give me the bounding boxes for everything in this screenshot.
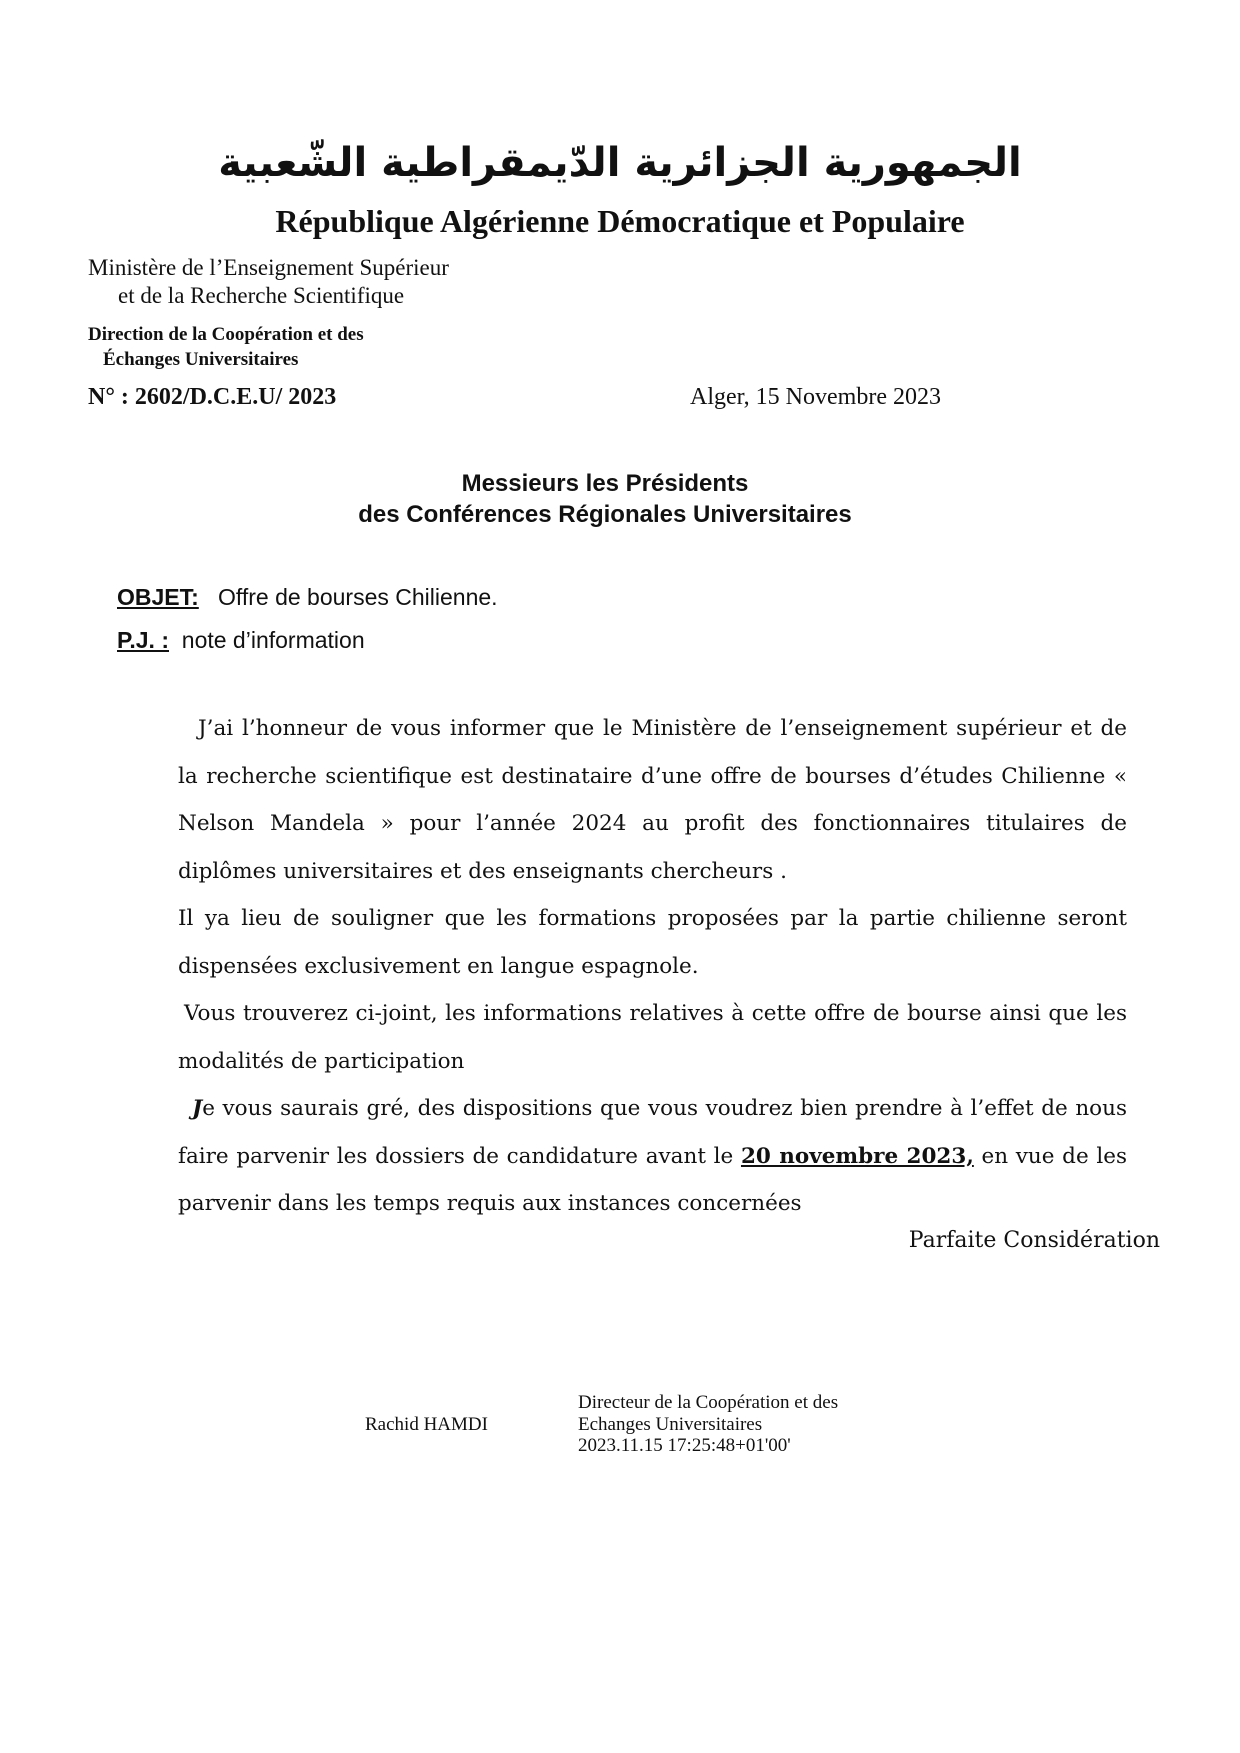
paragraph-4-before: e vous saurais gré, des dispositions que vous voudrez bien prendre à l’effet de nous faire parvenir les dossiers de candidature avant le [178, 1096, 1127, 1169]
ministry-line-1: Ministère de l’Enseignement Supérieur [88, 255, 449, 280]
subject-label: OBJET: [117, 584, 199, 610]
place-date: Alger, 15 Novembre 2023 [690, 384, 941, 410]
closing-salutation: Parfaite Considération [908, 1228, 1160, 1253]
direction-name [88, 322, 364, 372]
body-paragraph-4 [178, 1085, 1127, 1228]
attachment-label: P.J. : [117, 627, 169, 653]
republic-title: République Algérienne Démocratique et Populaire [275, 203, 965, 239]
reference-number: N° : 2602/D.C.E.U/ 2023 [88, 384, 337, 410]
body-paragraph-1: J’ai l’honneur de vous informer que le Ministère de l’enseignement supérieur et de la recherche scientifique est destinataire d’une offre de bourses d’études Chilienne « Nelson Mandela » pour l’année 2024 au profit des fonctionnaires titulaires de diplômes universitaires et des enseignants chercheurs . [178, 716, 1127, 884]
direction-line-2: Échanges Universitaires [103, 349, 299, 370]
arabic-republic-title: الجمهورية الجزائرية الدّيمقراطية الشّعبية [218, 140, 1022, 186]
addressee [0, 468, 1210, 530]
signer-name: Rachid HAMDI [365, 1414, 488, 1435]
body-paragraph-3: Vous trouverez ci-joint, les informations relatives à cette offre de bourse ainsi que les modalités de participation [178, 1001, 1127, 1074]
addressee-line-1: Messieurs les Présidents [461, 470, 749, 497]
deadline-date: 20 novembre 2023, [740, 1143, 974, 1169]
ministry-line-2: et de la Recherche Scientifique [118, 283, 405, 308]
signature-timestamp: 2023.11.15 17:25:48+01'00' [578, 1435, 791, 1456]
digital-signature-block [578, 1392, 838, 1457]
signer-title-line-1: Directeur de la Coopération et des [578, 1392, 839, 1413]
paragraph-initial: J [192, 1096, 203, 1121]
subject-text: Offre de bourses Chilienne. [217, 584, 498, 610]
paragraph-4-after: en vue de les parvenir dans les temps requis aux instances concernées [178, 1143, 1127, 1216]
direction-line-1: Direction de la Coopération et des [88, 324, 364, 345]
signer-title-line-2: Echanges Universitaires [578, 1413, 763, 1435]
body-paragraph-2: Il ya lieu de souligner que les formations proposées par la partie chilienne seront dispensées exclusivement en langue espagnole. [178, 906, 1127, 979]
attachment-line [117, 627, 365, 654]
addressee-line-2: des Conférences Régionales Universitaires [358, 501, 852, 528]
ministry-name [88, 254, 449, 310]
letter-body [178, 705, 1127, 1228]
subject-line [117, 584, 498, 611]
attachment-text: note d’information [181, 627, 365, 653]
